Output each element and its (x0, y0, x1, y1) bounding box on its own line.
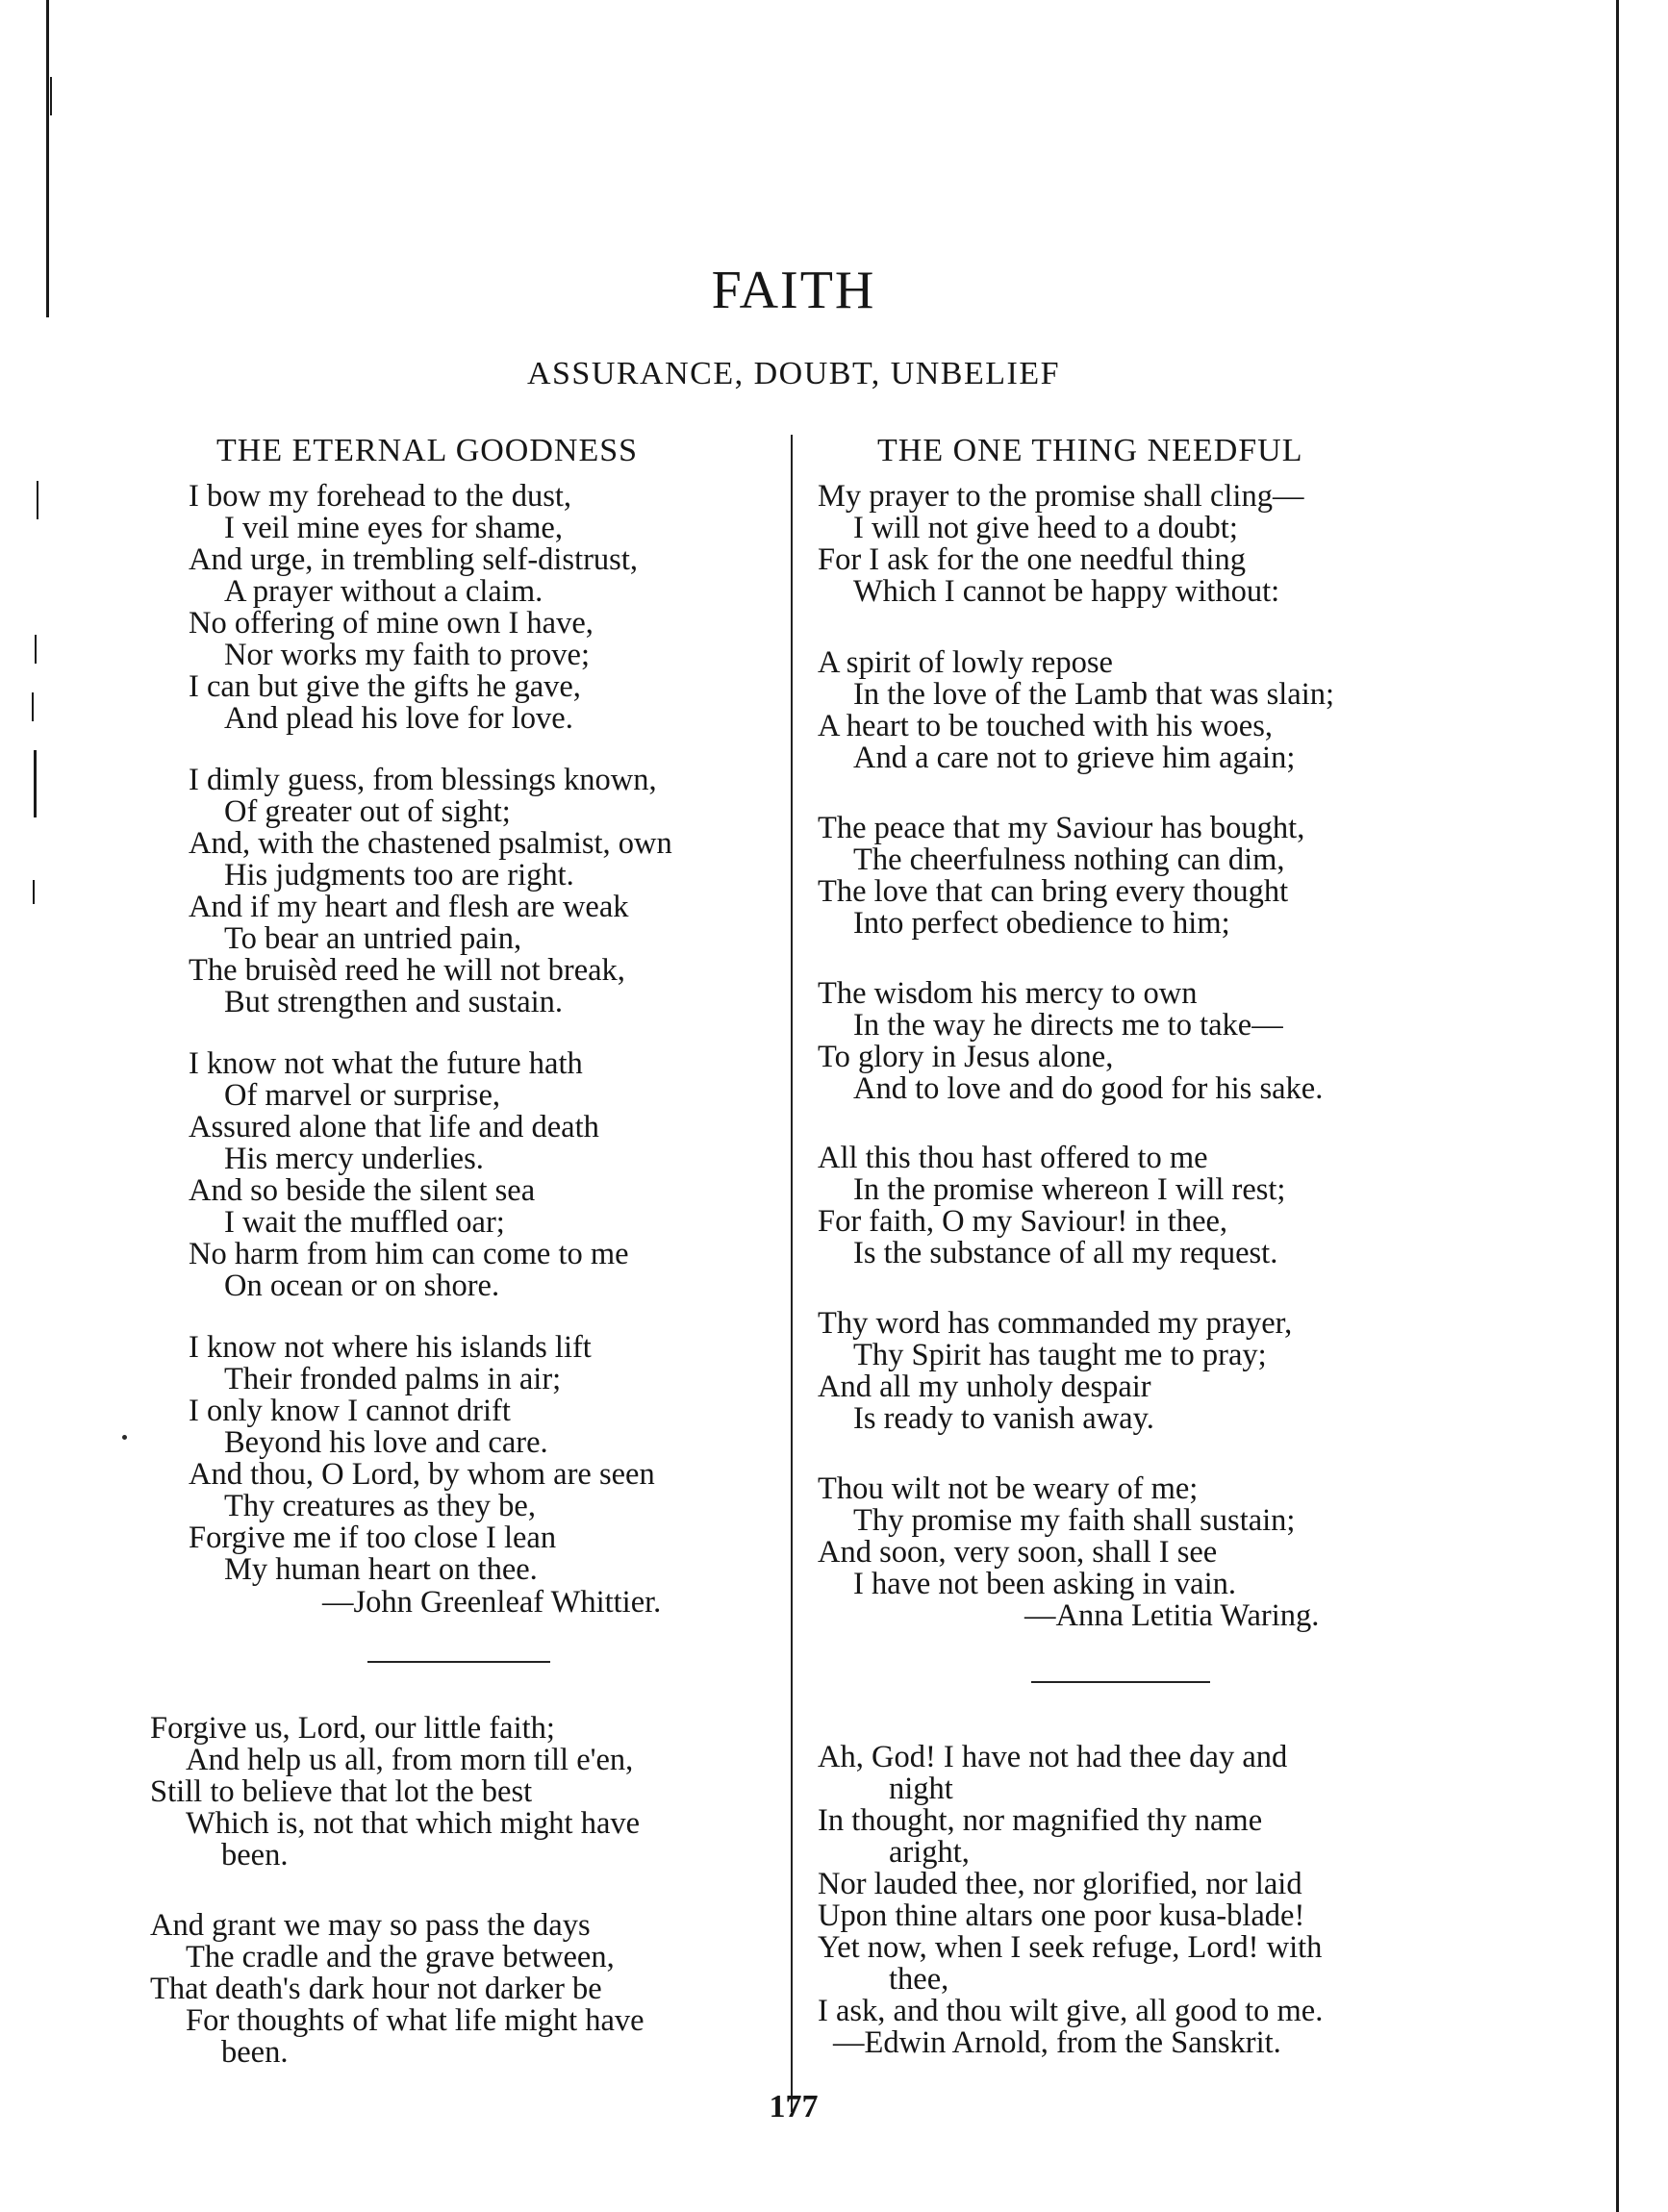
poem-line: But strengthen and sustain. (224, 985, 564, 1019)
left-page-edge-mark (33, 880, 35, 904)
poem-line: For faith, O my Saviour! in thee, (818, 1204, 1228, 1239)
poem-line: I veil mine eyes for shame, (224, 511, 563, 545)
poem-line: Beyond his love and care. (224, 1425, 548, 1460)
poem-line: I ask, and thou wilt give, all good to me. (818, 1994, 1324, 2028)
poem-line: In the way he directs me to take— (853, 1008, 1283, 1043)
poem-line: Nor lauded thee, nor glorified, nor laid (818, 1867, 1302, 1901)
poem-line: His judgments too are right. (224, 858, 574, 892)
poem-line: Of greater out of sight; (224, 794, 511, 829)
poem-line: thee, (889, 1962, 949, 1997)
poem-line: In the love of the Lamb that was slain; (853, 677, 1335, 712)
poem-line: That death's dark hour not darker be (150, 1972, 602, 2006)
poem-line: And thou, O Lord, by whom are seen (189, 1457, 655, 1492)
poem-line: And if my heart and flesh are weak (189, 890, 629, 924)
poem-line: Ah, God! I have not had thee day and (818, 1740, 1288, 1774)
poem-line: My prayer to the promise shall cling— (818, 479, 1304, 514)
poem-line: My human heart on thee. (224, 1552, 538, 1587)
left-page-edge-mark (34, 750, 37, 817)
poem-line: Which is, not that which might have (186, 1806, 641, 1841)
poem-line: The bruisèd reed he will not break, (189, 953, 625, 988)
page-title: FAITH (711, 261, 876, 320)
poem-line: Into perfect obedience to him; (853, 906, 1230, 941)
author-attribution: —Anna Letitia Waring. (1024, 1598, 1320, 1633)
poem-line: No offering of mine own I have, (189, 606, 594, 641)
poem-line: I bow my forehead to the dust, (189, 479, 572, 514)
poem-line: And soon, very soon, shall I see (818, 1535, 1218, 1570)
poem-line: night (889, 1772, 953, 1806)
left-page-edge-mark (32, 692, 34, 721)
left-page-edge-mark (37, 481, 38, 519)
poem-line: Is the substance of all my request. (853, 1236, 1278, 1270)
poem-line: And urge, in trembling self-distrust, (189, 542, 638, 577)
poem-line: I know not what the future hath (189, 1046, 583, 1081)
poem-line: For I ask for the one needful thing (818, 542, 1246, 577)
poem-line: Forgive me if too close I lean (189, 1521, 557, 1555)
poem-line: All this thou hast offered to me (818, 1141, 1208, 1175)
poem-line: No harm from him can come to me (189, 1237, 629, 1271)
column-divider (791, 435, 793, 2112)
page-number: 177 (769, 2089, 819, 2124)
poem-line: aright, (889, 1835, 970, 1870)
poem-line: been. (221, 2035, 289, 2070)
author-attribution: —John Greenleaf Whittier. (322, 1585, 662, 1620)
poem-line: The cheerfulness nothing can dim, (853, 842, 1285, 877)
right-page-edge (1616, 0, 1619, 2212)
poem-line: Which I cannot be happy without: (853, 574, 1280, 609)
poem-line: I know not where his islands lift (189, 1330, 592, 1365)
poem-line: His mercy underlies. (224, 1142, 484, 1176)
poem-line: Is ready to vanish away. (853, 1401, 1154, 1436)
poem-line: In thought, nor magnified thy name (818, 1803, 1263, 1838)
poem-line: And help us all, from morn till e'en, (186, 1743, 634, 1777)
poem-line: Still to believe that lot the best (150, 1774, 533, 1809)
poem-line: The peace that my Saviour has bought, (818, 811, 1305, 845)
poem-line: To glory in Jesus alone, (818, 1040, 1114, 1074)
poem-line: A prayer without a claim. (224, 574, 543, 609)
section-rule (1031, 1681, 1210, 1683)
page-speck (122, 1435, 127, 1440)
poem-line: I wait the muffled oar; (224, 1205, 505, 1240)
poem-line: For thoughts of what life might have (186, 2003, 644, 2038)
section-rule (367, 1661, 550, 1663)
poem-line: Their fronded palms in air; (224, 1362, 562, 1396)
poem-line: And so beside the silent sea (189, 1173, 536, 1208)
poem-line: Upon thine altars one poor kusa-blade! (818, 1898, 1305, 1933)
left-page-edge-mark (35, 635, 37, 664)
poem-line: Thy word has commanded my prayer, (818, 1306, 1293, 1341)
poem-line: The love that can bring every thought (818, 874, 1289, 909)
poem-line: A spirit of lowly repose (818, 645, 1113, 680)
poem-line: To bear an untried pain, (224, 921, 522, 956)
poem-line: I have not been asking in vain. (853, 1567, 1237, 1601)
poem-title-eternal-goodness: THE ETERNAL GOODNESS (216, 433, 639, 468)
author-attribution: —Edwin Arnold, from the Sanskrit. (833, 2025, 1281, 2060)
poem-line: Forgive us, Lord, our little faith; (150, 1711, 555, 1746)
poem-line: Nor works my faith to prove; (224, 638, 591, 672)
poem-line: I can but give the gifts he gave, (189, 669, 581, 704)
section-subtitle: ASSURANCE, DOUBT, UNBELIEF (526, 356, 1061, 391)
poem-line: Thy creatures as they be, (224, 1489, 536, 1523)
poem-line: I only know I cannot drift (189, 1394, 511, 1428)
poem-line: The wisdom his mercy to own (818, 976, 1198, 1011)
poem-line: And to love and do good for his sake. (853, 1071, 1324, 1106)
poem-line: And plead his love for love. (224, 701, 573, 736)
poem-line: Of marvel or surprise, (224, 1078, 500, 1113)
poem-line: And a care not to grieve him again; (853, 741, 1296, 775)
poem-line: Thy promise my faith shall sustain; (853, 1503, 1296, 1538)
poem-line: On ocean or on shore. (224, 1269, 500, 1303)
poem-line: been. (221, 1838, 289, 1873)
poem-line: I dimly guess, from blessings known, (189, 763, 657, 797)
poem-line: Assured alone that life and death (189, 1110, 599, 1144)
poem-line: Yet now, when I seek refuge, Lord! with (818, 1930, 1323, 1965)
poem-line: And all my unholy despair (818, 1370, 1151, 1404)
poem-line: And, with the chastened psalmist, own (189, 826, 672, 861)
poem-line: The cradle and the grave between, (186, 1940, 615, 1974)
poem-line: In the promise whereon I will rest; (853, 1172, 1286, 1207)
poem-line: Thou wilt not be weary of me; (818, 1471, 1199, 1506)
left-page-edge-mark (50, 77, 52, 115)
poem-line: Thy Spirit has taught me to pray; (853, 1338, 1267, 1372)
poem-title-one-thing-needful: THE ONE THING NEEDFUL (877, 433, 1303, 468)
poem-line: I will not give heed to a doubt; (853, 511, 1238, 545)
poem-line: A heart to be touched with his woes, (818, 709, 1273, 743)
poem-line: And grant we may so pass the days (150, 1908, 591, 1943)
